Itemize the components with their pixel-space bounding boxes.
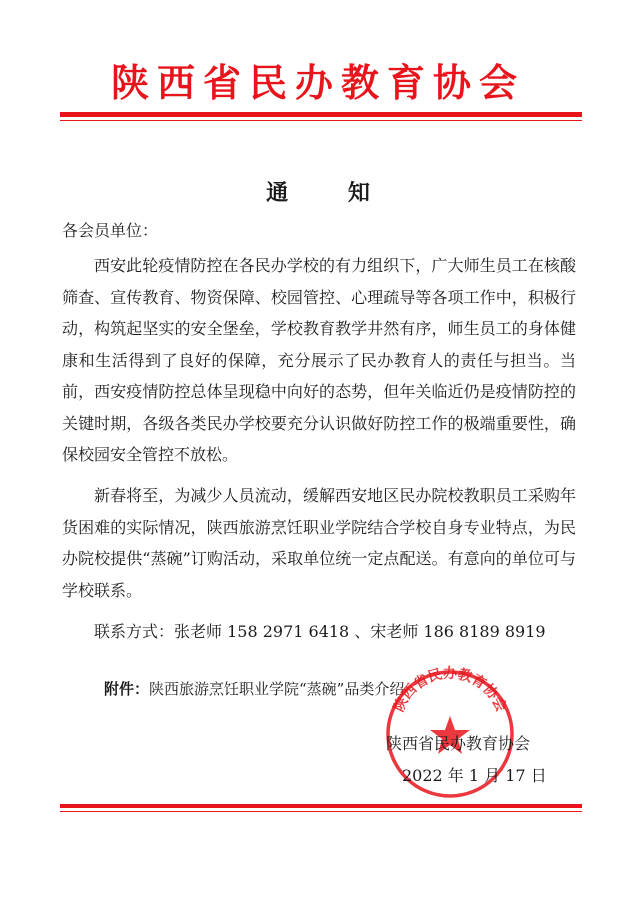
header-rule-thin <box>60 120 582 121</box>
footer-rule-thin <box>60 811 582 812</box>
header-rule-thick <box>60 112 582 117</box>
contact-info: 联系方式：张老师 158 2971 6418 、宋老师 186 8189 8919 <box>94 622 546 641</box>
seal-text: 陕西省民办教育协会 <box>391 666 509 715</box>
salutation: 各会员单位： <box>62 221 159 240</box>
attachment-line <box>104 674 404 706</box>
attachment-label: 附件： <box>104 680 150 698</box>
footer-rule-thick <box>60 804 582 808</box>
body-paragraph-1: 西安此轮疫情防控在各民办学校的有力组织下，广大师生员工在核酸筛查、宣传教育、物资保障、校园管控、心理疏导等各项工作中，积极行动，构筑起坚实的安全堡垒，学校教育教学井然有序，师生员工的身体健康和生活得到了良好的保障，充分展示了民办教育人的责任与担当。当前，西安疫情防控总体呈现稳中向好的态势，但年关临近仍是疫情防控的关键时期，各级各类民办学校要充分认识做好防控工作的极端重要性，确保校园安全管控不放松。 <box>62 256 576 464</box>
notice-title: 通 知 <box>266 181 396 206</box>
attachment-link[interactable]: 陕西旅游烹饪职业学院“蒸碗”品类介绍 <box>149 680 405 698</box>
signer: 陕西省民办教育协会 <box>386 734 531 753</box>
date: 2022 年 1 月 17 日 <box>402 766 547 785</box>
body-paragraph-2: 新春将至，为减少人员流动，缓解西安地区民办院校教职员工采购年货困难的实际情况，陕西旅游烹饪职业学院结合学校自身专业特点，为民办院校提供“蒸碗”订购活动，采取单位统一定点配送。有意向的单位可与学校联系。 <box>62 486 576 600</box>
letterhead-title: 陕西省民办教育协会 <box>110 61 525 105</box>
svg-text:陕西省民办教育协会 <box>390 665 510 714</box>
